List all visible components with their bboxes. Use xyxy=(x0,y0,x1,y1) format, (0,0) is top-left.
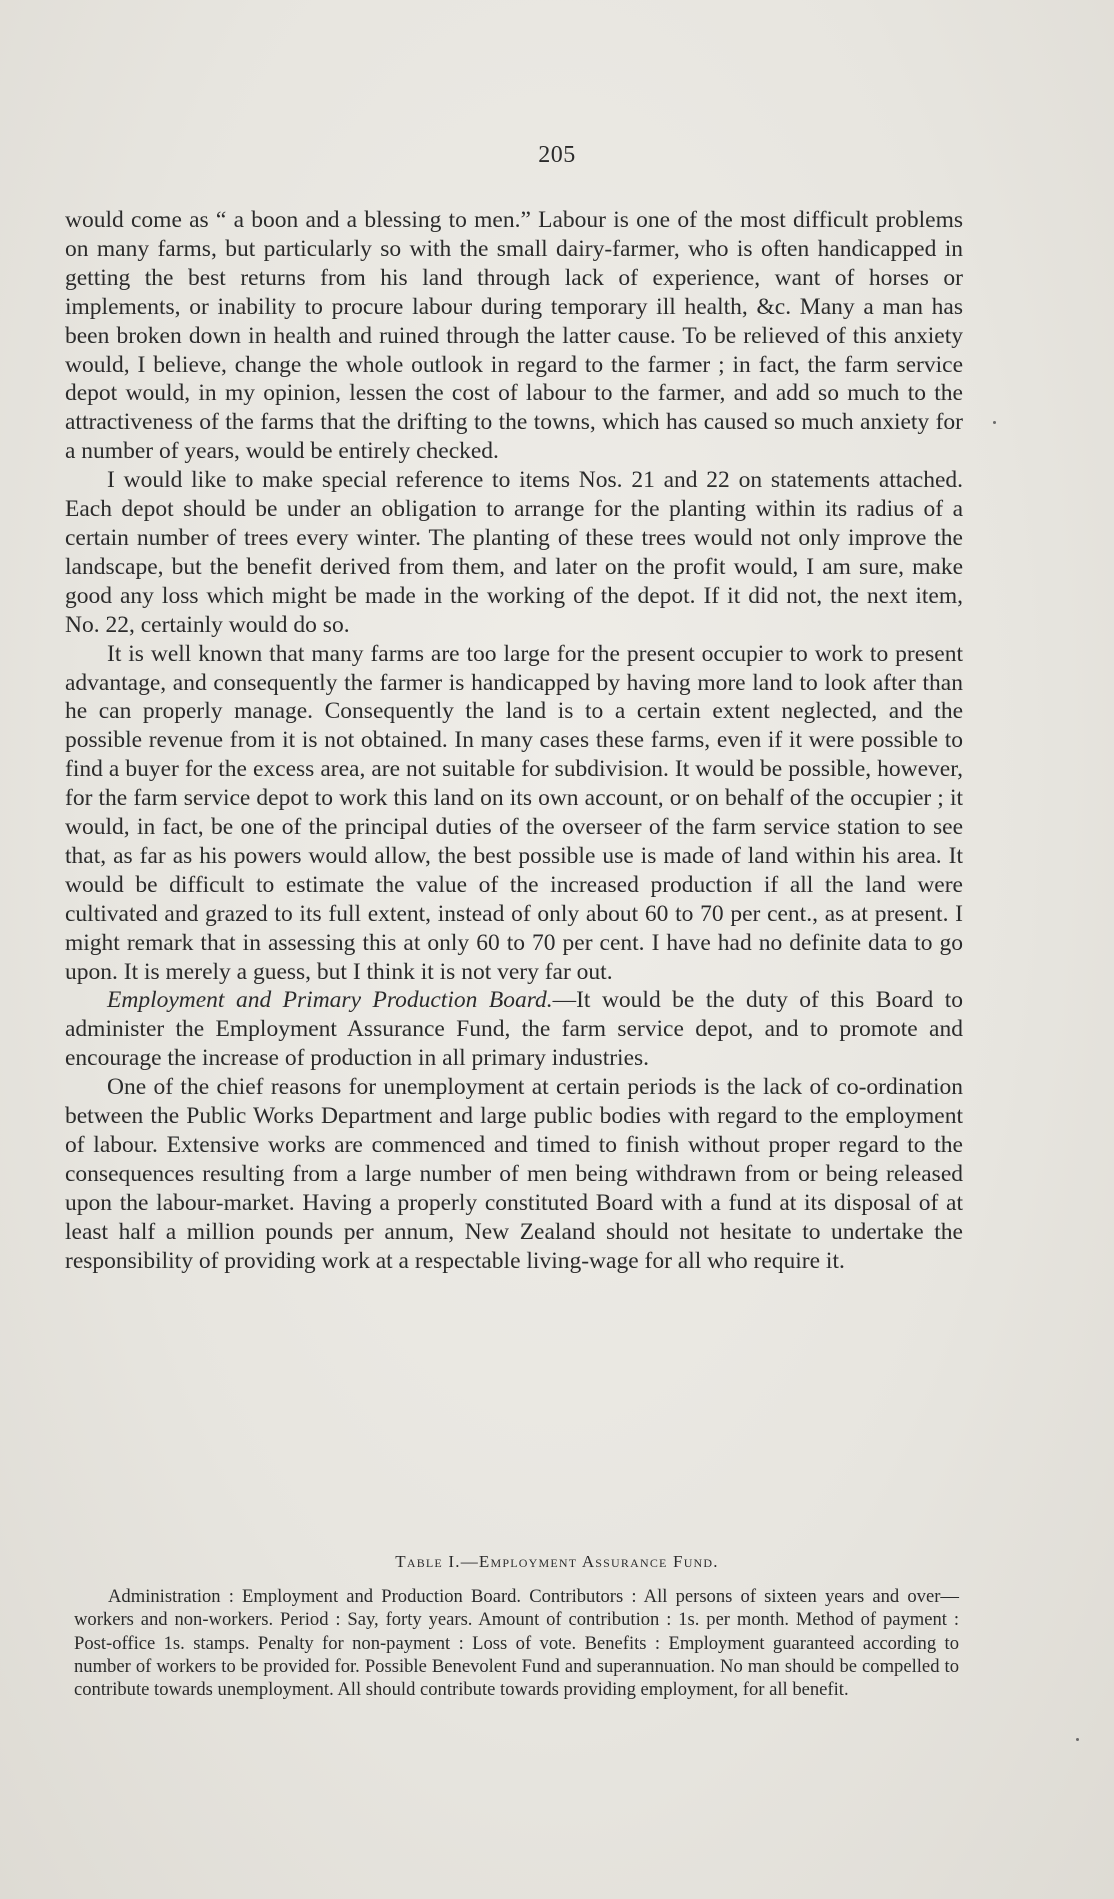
paragraph-board xyxy=(65,986,963,1073)
paper-speck xyxy=(993,421,996,424)
body-text xyxy=(65,206,963,1276)
paragraph-items-reference: I would like to make special reference to items Nos. 21 and 22 on statements attached. Each depot should be under an obligation to arrange for the planting within its radius of a certain number of trees every winter. The planting of these trees would not only improve the landscape, but the benefit derived from them, and later on the profit would, I am sure, make good any loss which might be made in the working of the depot. If it did not, the next item, No. 22, certainly would do so. xyxy=(65,467,963,638)
table-heading: Table I.—Employment Assurance Fund. xyxy=(395,1552,719,1571)
table-description: Administration : Employment and Production Board. Contributors : All persons of sixteen years and over—workers and non-workers. Period : Say, forty years. Amount of contribution : 1s. per month. Method of payment : Post-office 1s. stamps. Penalty for non-payment : Loss of vote. Benefits : Employment guaranteed according to number of workers to be provided for. Possible Benevolent Fund and superannuation. No man should be compelled to contribute towards unemployment. All should contribute towards providing employment, for all benefit. xyxy=(74,1586,959,1701)
board-heading: Employment and Primary Production Board. xyxy=(107,987,553,1014)
paragraph-unemployment: One of the chief reasons for unemployment at certain periods is the lack of co-ordination between the Public Works Department and large public bodies with regard to the employment of labour. Extensive works are commenced and timed to finish without proper regard to the consequences resulting from a large number of men being withdrawn from or being released upon the labour-market. Having a properly constituted Board with a fund at its disposal of at least half a million pounds per annum, New Zealand should not hesitate to undertake the responsibility of providing work at a respectable living-wage for all who require it. xyxy=(65,1074,963,1274)
board-text: —It would be the duty of this Board to administer the Employment Assurance Fund, the farm service depot, and to promote and encourage the increase of production in all primary industries. xyxy=(65,987,963,1072)
paragraph-continuation: would come as “ a boon and a blessing to men.” Labour is one of the most difficult problems on many farms, but particularly so with the small dairy-farmer, who is often handicapped in getting the best returns from his land through lack of experience, want of horses or implements, or inability to procure labour during temporary ill health, &c. Many a man has been broken down in health and ruined through the latter cause. To be relieved of this anxiety would, I believe, change the whole outlook in regard to the farmer ; in fact, the farm service depot would, in my opinion, lessen the cost of labour to the farmer, and add so much to the attractiveness of the farms that the drifting to the towns, which has caused so much anxiety for a number of years, would be entirely checked. xyxy=(65,207,963,465)
page-number: 205 xyxy=(538,142,576,168)
paragraph-large-farms: It is well known that many farms are too large for the present occupier to work to present advantage, and consequently the farmer is handicapped by having more land to look after than he can properly manage. Consequently the land is to a certain extent neglected, and the possible revenue from it is not obtained. In many cases these farms, even if it were possible to find a buyer for the excess area, are not suitable for subdivision. It would be possible, however, for the farm service depot to work this land on its own account, or on behalf of the occupier ; it would, in fact, be one of the principal duties of the overseer of the farm service station to see that, as far as his powers would allow, the best possible use is made of land within his area. It would be difficult to estimate the value of the increased production if all the land were cultivated and grazed to its full extent, instead of only about 60 to 70 per cent., as at present. I might remark that in assessing this at only 60 to 70 per cent. I have had no definite data to go upon. It is merely a guess, but I think it is not very far out. xyxy=(65,640,963,985)
paper-speck xyxy=(1076,1738,1079,1741)
